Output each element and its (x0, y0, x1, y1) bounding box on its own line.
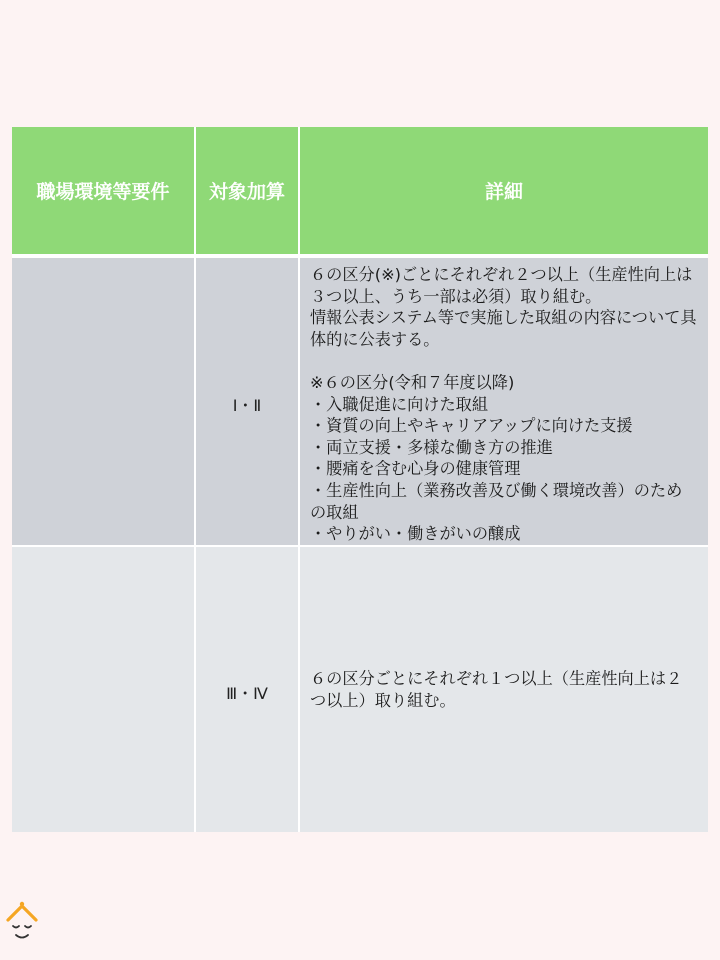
row1-target: Ⅰ・Ⅱ (196, 258, 300, 547)
row1-detail: ６の区分(※)ごとにそれぞれ２つ以上（生産性向上は３つ以上、うち一部は必須）取り組む。 情報公表システム等で実施した取組の内容について具体的に公表する。 ※６の区分(令和７年度以降) ・入職促進に向けた取組 ・資質の向上やキャリアアップに向けた支援 ・両立支援・多様な働き方の推進 ・腰痛を含む心身の健康管理 ・生産性向上（業務改善及び働く環境改善）のための取組 ・やりがい・働きがいの醸成 (300, 258, 708, 547)
row2-target: Ⅲ・Ⅳ (196, 547, 300, 832)
header-requirement: 職場環境等要件 (12, 127, 196, 258)
row2-detail (300, 547, 708, 832)
row2-detail-text: ６の区分ごとにそれぞれ１つ以上（生産性向上は２つ以上）取り組む。 (310, 668, 683, 710)
header-target: 対象加算 (196, 127, 300, 258)
person-face-logo-icon (2, 900, 42, 946)
requirements-table (12, 127, 708, 832)
row1-requirement (12, 258, 196, 547)
row2-requirement (12, 547, 196, 832)
header-detail: 詳細 (300, 127, 708, 258)
